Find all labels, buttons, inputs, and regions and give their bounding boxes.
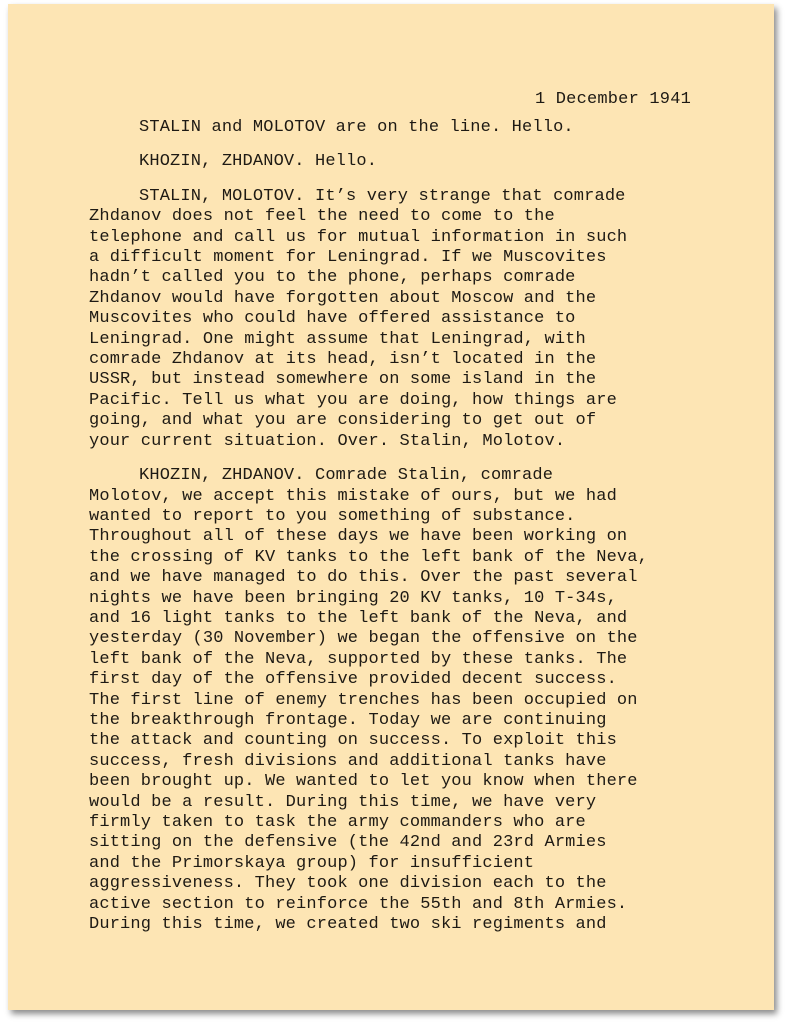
text-line: STALIN, MOLOTOV. It’s very strange that comrade bbox=[139, 186, 626, 206]
text-line: been brought up. We wanted to let you know when there bbox=[89, 772, 638, 792]
text-line: and the Primorskaya group) for insufficient bbox=[89, 853, 535, 873]
text-line: nights we have been bringing 20 KV tanks, 10 T-34s, bbox=[89, 588, 617, 608]
text-line: your current situation. Over. Stalin, Molotov. bbox=[89, 431, 566, 451]
typewritten-page bbox=[8, 4, 774, 1010]
text-line: active section to reinforce the 55th and 8th Armies. bbox=[89, 894, 628, 914]
text-line: sitting on the defensive (the 42nd and 23rd Armies bbox=[89, 833, 607, 853]
text-line: KHOZIN, ZHDANOV. Comrade Stalin, comrade bbox=[139, 466, 554, 486]
text-line: wanted to report to you something of substance. bbox=[89, 506, 576, 526]
text-line: The first line of enemy trenches has been occupied on bbox=[89, 690, 638, 710]
text-line: KHOZIN, ZHDANOV. Hello. bbox=[139, 152, 378, 172]
text-line: firmly taken to task the army commanders who are bbox=[89, 813, 586, 832]
text-line: Muscovites who could have offered assistance to bbox=[89, 309, 576, 329]
text-line: STALIN and MOLOTOV are on the line. Hello. bbox=[139, 118, 574, 137]
text-line: hadn’t called you to the phone, perhaps comrade bbox=[89, 268, 576, 288]
text-line: Molotov, we accept this mistake of ours, but we had bbox=[89, 486, 617, 506]
paragraph-3 bbox=[89, 187, 709, 452]
text-line: Throughout all of these days we have been working on bbox=[89, 527, 628, 547]
paragraph-2 bbox=[89, 152, 709, 172]
text-line: Pacific. Tell us what you are doing, how things are bbox=[89, 390, 617, 410]
text-line: Leningrad. One might assume that Leningrad, with bbox=[89, 329, 586, 349]
text-line: USSR, but instead somewhere on some island in the bbox=[89, 370, 597, 390]
text-line: During this time, we created two ski regiments and bbox=[89, 915, 607, 935]
text-line: and 16 light tanks to the left bank of the Neva, and bbox=[89, 608, 628, 628]
paragraph-1 bbox=[89, 118, 709, 138]
text-line: telephone and call us for mutual information in such bbox=[89, 227, 628, 247]
text-line: Zhdanov does not feel the need to come to the bbox=[89, 207, 555, 227]
document-body bbox=[89, 118, 709, 949]
text-line: the crossing of KV tanks to the left bank of the Neva, bbox=[89, 547, 648, 567]
text-line: going, and what you are considering to get out of bbox=[89, 411, 597, 431]
text-line: left bank of the Neva, supported by these tanks. The bbox=[89, 649, 628, 669]
text-line: aggressiveness. They took one division each to the bbox=[89, 874, 607, 894]
text-line: yesterday (30 November) we began the offensive on the bbox=[89, 629, 638, 649]
text-line: and we have managed to do this. Over the past several bbox=[89, 568, 638, 588]
text-line: first day of the offensive provided decent success. bbox=[89, 670, 617, 690]
document-date: 1 December 1941 bbox=[534, 90, 691, 109]
text-line: comrade Zhdanov at its head, isn’t located in the bbox=[89, 350, 597, 370]
text-line: Zhdanov would have forgotten about Moscow and the bbox=[89, 288, 597, 308]
text-line: success, fresh divisions and additional tanks have bbox=[89, 751, 607, 771]
text-line: the breakthrough frontage. Today we are continuing bbox=[89, 710, 607, 730]
text-line: would be a result. During this time, we have very bbox=[89, 792, 597, 812]
text-line: a difficult moment for Leningrad. If we Muscovites bbox=[89, 248, 607, 268]
text-line: the attack and counting on success. To exploit this bbox=[89, 731, 617, 751]
paragraph-4 bbox=[89, 466, 709, 935]
